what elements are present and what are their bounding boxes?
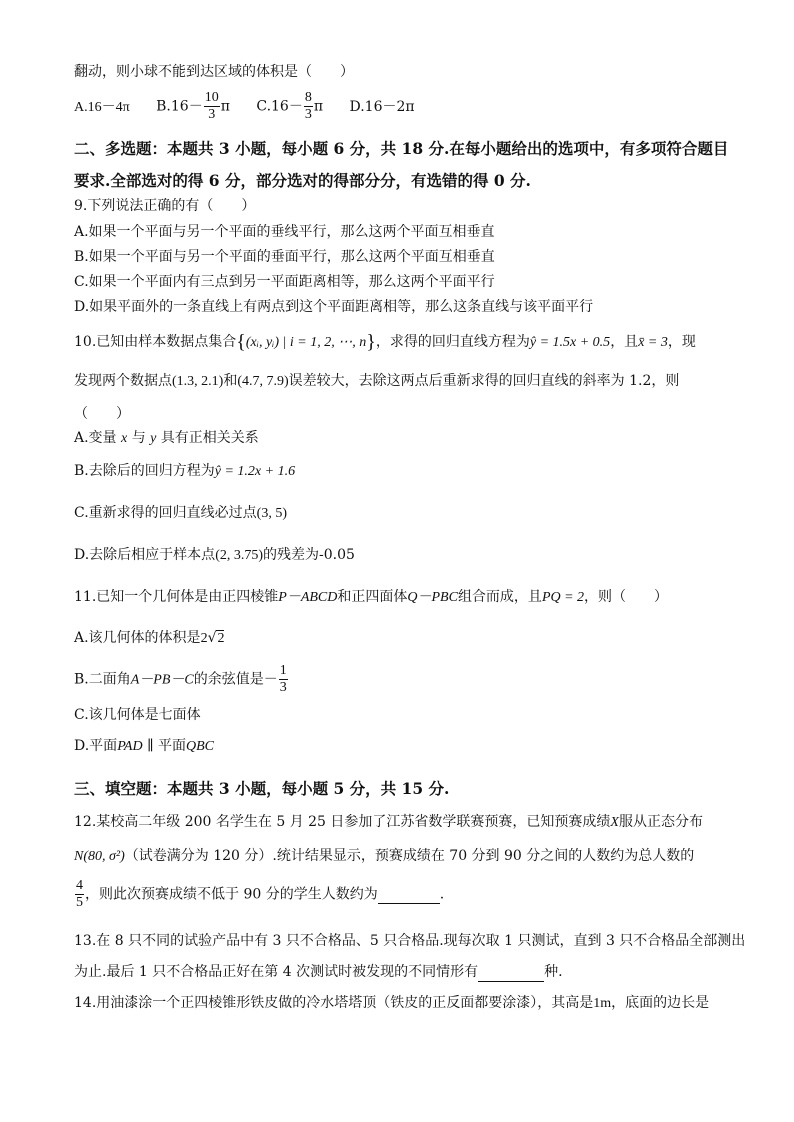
- q9-option-a[interactable]: A.如果一个平面与另一个平面的垂线平行，那么这两个平面互相垂直: [74, 224, 495, 240]
- q9-option-d[interactable]: D.如果平面外的一条直线上有两点到这个平面距离相等，那么这条直线与该平面平行: [74, 299, 594, 315]
- q10-answer-paren: （ ）: [74, 406, 130, 422]
- section3-heading: 三、填空题：本题共 3 小题，每小题 5 分，共 15 分.: [74, 779, 450, 798]
- q12-answer-blank[interactable]: [378, 887, 440, 905]
- q11-option-c[interactable]: C.该几何体是七面体: [74, 707, 201, 723]
- q10-option-c[interactable]: C.重新求得的回归直线必过点(3, 5): [74, 505, 287, 521]
- q11-option-b[interactable]: B.二面角A－PB－C的余弦值是－ $\frac{1}{3}$: [74, 663, 287, 696]
- q8-option-b[interactable]: B.16－ $\frac{10}{3}$ π: [156, 90, 230, 123]
- section2-heading-line1: 二、多选题：本题共 3 小题，每小题 6 分，共 18 分.在每小题给出的选项中，有多项符合题目: [74, 139, 729, 158]
- q8-option-a[interactable]: A.16－4π: [74, 99, 130, 115]
- q8-option-c[interactable]: C.16－ $\frac{8}{3}$ π: [256, 90, 324, 123]
- q13-line1: 13.在 8 只不同的试验产品中有 3 只不合格品、5 只合格品.现每次取 1 只测试，直到 3 只不合格品全部测出: [74, 933, 746, 949]
- q8-option-d[interactable]: D.16－2π: [349, 98, 415, 115]
- q10-stem-line1: 10.已知由样本数据点集合{(xᵢ, yᵢ) | i = 1, 2, ⋯, n}，求得的回归直线方程为ŷ = 1.5x + 0.5，且x̄ = 3，现: [74, 331, 696, 353]
- q11-option-a[interactable]: A.该几何体的体积是2√2: [74, 630, 225, 646]
- q12-line2: N(80, σ²)（试卷满分为 120 分）.统计结果显示，预赛成绩在 70 分到 90 分之间的人数约为总人数的: [74, 848, 695, 864]
- q11-option-d[interactable]: D.平面PAD ∥ 平面QBC: [74, 738, 214, 754]
- q11-stem: 11.已知一个几何体是由正四棱锥P－ABCD和正四面体Q－PBC组合而成，且PQ = 2，则（ ）: [74, 589, 669, 605]
- q10-option-a[interactable]: A.变量 x 与 y 具有正相关关系: [74, 430, 259, 446]
- q8-continuation: 翻动，则小球不能到达区域的体积是（ ）: [74, 64, 354, 80]
- q10-stem-line2: 发现两个数据点(1.3, 2.1)和(4.7, 7.9)误差较大，去除这两点后重新求得的回归直线的斜率为 1.2，则: [74, 373, 680, 389]
- q9-option-b[interactable]: B.如果一个平面与另一个平面的垂面平行，那么这两个平面互相垂直: [74, 249, 495, 265]
- q10-option-b[interactable]: B.去除后的回归方程为ŷ = 1.2x + 1.6: [74, 463, 296, 479]
- q9-stem: 9.下列说法正确的有（ ）: [74, 198, 256, 214]
- q12-line3: $\frac{4}{5}$ ，则此次预赛成绩不低于 90 分的学生人数约为 .: [76, 878, 445, 911]
- q12-line1: 12.某校高二年级 200 名学生在 5 月 25 日参加了江苏省数学联赛预赛，已知预赛成绩X服从正态分布: [74, 814, 703, 830]
- q9-option-c[interactable]: C.如果一个平面内有三点到另一平面距离相等，那么这两个平面平行: [74, 274, 495, 290]
- section2-heading-line2: 要求.全部选对的得 6 分，部分选对的得部分分，有选错的得 0 分.: [74, 171, 531, 190]
- q10-option-d[interactable]: D.去除后相应于样本点(2, 3.75)的残差为-0.05: [74, 547, 355, 563]
- q8-options: [74, 90, 415, 123]
- q13-line2: 为止.最后 1 只不合格品正好在第 4 次测试时被发现的不同情形有 种.: [74, 964, 563, 980]
- q14-line1: 14.用油漆涂一个正四棱锥形铁皮做的冷水塔塔顶（铁皮的正反面都要涂漆），其高是1m，底面的边长是: [74, 995, 710, 1011]
- q13-answer-blank[interactable]: [478, 964, 544, 982]
